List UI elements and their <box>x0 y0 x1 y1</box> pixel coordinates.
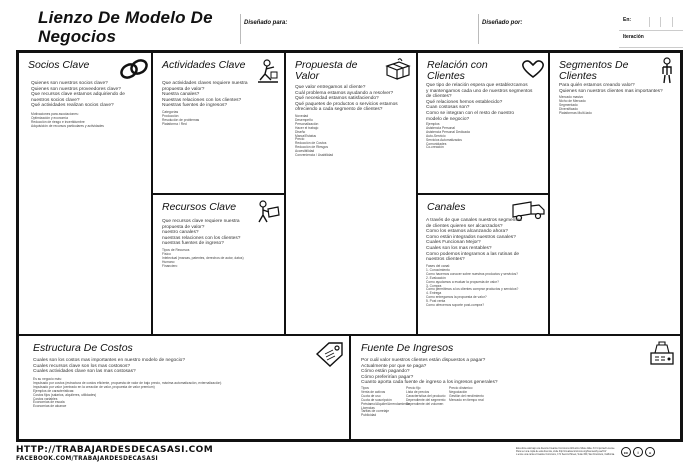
channels-title: Canales <box>427 201 466 213</box>
cash-register-icon <box>647 340 677 368</box>
facebook-link[interactable]: FACEBOOK.COM/TRABAJARDESDECASASI <box>16 456 158 462</box>
date-label: En: <box>623 17 632 23</box>
key-partners-questions: Quienes son nuestros socios clave? Quienes son nuestros proveedores clave? Que recursos clave estamos adquiriendo de nuestros socios clave? Qué actividades realizan socios clave? <box>31 81 125 109</box>
value-proposition-section[interactable] <box>285 52 417 335</box>
date-boxes <box>649 17 683 27</box>
customer-segments-notes: Mercado masivo Nicho de Mercado Segmentado Diversificado Plataformas Multi-lado <box>559 95 592 115</box>
key-activities-questions: Que actividades claves requiere nuestra propuesta de valor? Nuestra canales? Nuestras relaciones con los clientes? Nuestras fuentes de ingresos? <box>162 81 248 109</box>
key-resources-notes: Tipos de Recursos Físico Intelectual (marcas, patentes, derechos de autor, datos) Humano Financiero <box>162 248 244 268</box>
key-activities-notes: Categorías Producción Resolución de problemas Plataforma / Red <box>162 110 200 126</box>
business-model-canvas <box>16 50 683 442</box>
worker-icon <box>254 58 280 84</box>
date-iteration-panel <box>619 14 683 48</box>
key-partners-title: Socios Clave <box>28 59 90 71</box>
cost-structure-notes: Es su negocio más: Impulsado por costos (estructura de costos eficiente, propuesta de valor de bajo precio, máxima automatización, externalización) Impulsado por valor (centrado en la creación de valor, propuesta de valor premium) Ejemplos de características: Costos fijos (salarios, alquileres, utilidades) Costos variables Economías de escala Economías de alcance <box>33 377 222 409</box>
person-icon <box>658 57 676 85</box>
iteration-label: Iteración <box>623 34 644 40</box>
channels-questions: A través de que canales nuestros segmentos de clientes quieren ser alcanzados? Como los estamos alcanzando ahora? Como están integrados nuestros canales? Cuales Funcionan Mejor? Cuales son los mas rentables? Como podemos integrarnos a las rutinas de nuestros clientes? <box>426 218 522 263</box>
customer-relationships-title: Relación con Clientes <box>427 59 488 82</box>
customer-segments-questions: Para quién estamos creando valor? Quienes son nuestros clientes mas importantes? <box>559 83 663 94</box>
value-proposition-questions: Que valor entregamos al cliente? Cuál problema estamos ayudando a resolver? Qué necesidad estamos satisfaciendo? Qué paquetes de productos o servicios estamos ofreciendo a cada segmento de clientes? <box>295 85 398 113</box>
revenue-types-list: Tipos Venta de activos Cuota de uso Cuota de suscripción Préstamo/Alquiler/Arrendamiento Licencias Tarifas de corretaje Publicidad <box>361 386 410 418</box>
revenue-streams-title: Fuente De Ingresos <box>361 342 454 354</box>
customer-relationships-questions: Que tipo de relación espera que establezcamos y mantengamos cada uno de nuestros segmentos de clientes? Qué relaciones hemos establecido? Cuan costosas son? Como se integran con el resto de nuestro modelo de negocio? <box>426 83 533 122</box>
cc-icon: cc <box>621 447 631 457</box>
designed-by-field[interactable] <box>478 14 618 44</box>
cost-structure-section[interactable] <box>18 335 350 440</box>
key-resources-title: Recursos Clave <box>162 201 237 213</box>
designed-by-label: Diseñado por: <box>482 20 523 26</box>
customer-segments-title: Segmentos De Clientes <box>559 59 629 82</box>
key-partners-section[interactable] <box>18 52 152 335</box>
designed-for-label: Diseñado para: <box>244 20 288 26</box>
customer-relationships-notes: Ejemplos Asistencia Personal Asistencia Personal Dedicada Auto-Servicio Servicios Automatizados Comunidades Co-creación <box>426 122 470 150</box>
key-resources-questions: Que recursos clave requiere nuestra propuesta de valor? nuestro canales? nuestras relaciones con los clientes? nuestras fuentes de ingreso? <box>162 219 241 247</box>
key-activities-section[interactable] <box>152 52 285 194</box>
key-activities-title: Actividades Clave <box>162 59 246 71</box>
license-text: Esta obra está bajo una licencia Creative Commons Atribución-Share Alike 3.0 Unported License. Para ver una copia de esta licencia, visite http://creativecommons.org/licenses/by-sa/3.0/ o envíe una carta a Creative Commons, 171 Second Street, Suite 300, San Francisco, California. <box>516 448 616 456</box>
title-line-2: Negocios <box>38 27 117 46</box>
channels-section[interactable] <box>417 194 549 335</box>
page-title <box>38 8 228 46</box>
dynamic-pricing-list: Precio dinámico Negociación Gestión del rendimiento Mercado en tiempo real <box>449 386 484 402</box>
customer-relationships-section[interactable] <box>417 52 549 194</box>
cost-structure-questions: Cuales son los costos mas importantes en nuestro modelo de negocio? Cuales recursos clave son los mas costosos? Cuales actividades clave son las mas costosas? <box>33 358 185 375</box>
fixed-pricing-list: Precio fijo Lista de precios Característica del producto Dependiente del segmento Dependiente del volumen <box>406 386 446 406</box>
channels-notes: Fases del canal: 1. Conocimiento Como hacemos conocer sobre nuestros productos y servicios? 2. Evaluación Como ayudamos a evaluar la propuesta de valor? 3. Compra Como permitimos a los clientes comprar productos y servicios? 4. Entrega Como entregamos la propuesta de valor? 5. Post venta Como ofrecemos soporte post-compra? <box>426 264 519 308</box>
key-resources-section[interactable] <box>152 194 285 335</box>
chain-link-icon <box>119 57 149 81</box>
date-field[interactable] <box>619 14 683 31</box>
title-line-1: Lienzo De Modelo De <box>38 8 213 27</box>
share-alike-icon: = <box>645 447 655 457</box>
iteration-field[interactable] <box>619 31 683 48</box>
gift-box-icon <box>384 57 412 81</box>
value-proposition-notes: Novedad Desempeño Personalización Hacer el trabajo Diseño Marca/Estatus Precio Reducción de Costos Reducción de Riesgos Accesibilidad Conveniencia / Usabilidad <box>295 114 334 158</box>
heart-icon <box>521 59 545 79</box>
website-link[interactable]: HTTP://TRABAJARDESDECASASI.COM <box>16 445 214 455</box>
worker-lifting-icon <box>253 199 281 225</box>
price-tag-icon <box>313 340 345 368</box>
revenue-streams-section[interactable] <box>350 335 681 440</box>
designed-for-field[interactable] <box>240 14 415 44</box>
value-proposition-title: Propuesta de Valor <box>295 59 358 82</box>
cost-structure-title: Estructura De Costos <box>33 342 133 354</box>
key-partners-notes: Motivaciones para asociaciones: Optimización y economía Reducción de riesgo e incertidumbre Adquisición de recursos particulares y actividades <box>31 112 104 128</box>
revenue-streams-questions: Por cuál valor nuestros clientes están dispuestos a pagar? Actualmente por que se paga? Cómo están pagando? Cómo preferirían pagar? Cuanto aporta cada fuente de ingreso a los ingresos generales? <box>361 358 498 386</box>
attribution-icon: i <box>633 447 643 457</box>
customer-segments-section[interactable] <box>549 52 681 335</box>
